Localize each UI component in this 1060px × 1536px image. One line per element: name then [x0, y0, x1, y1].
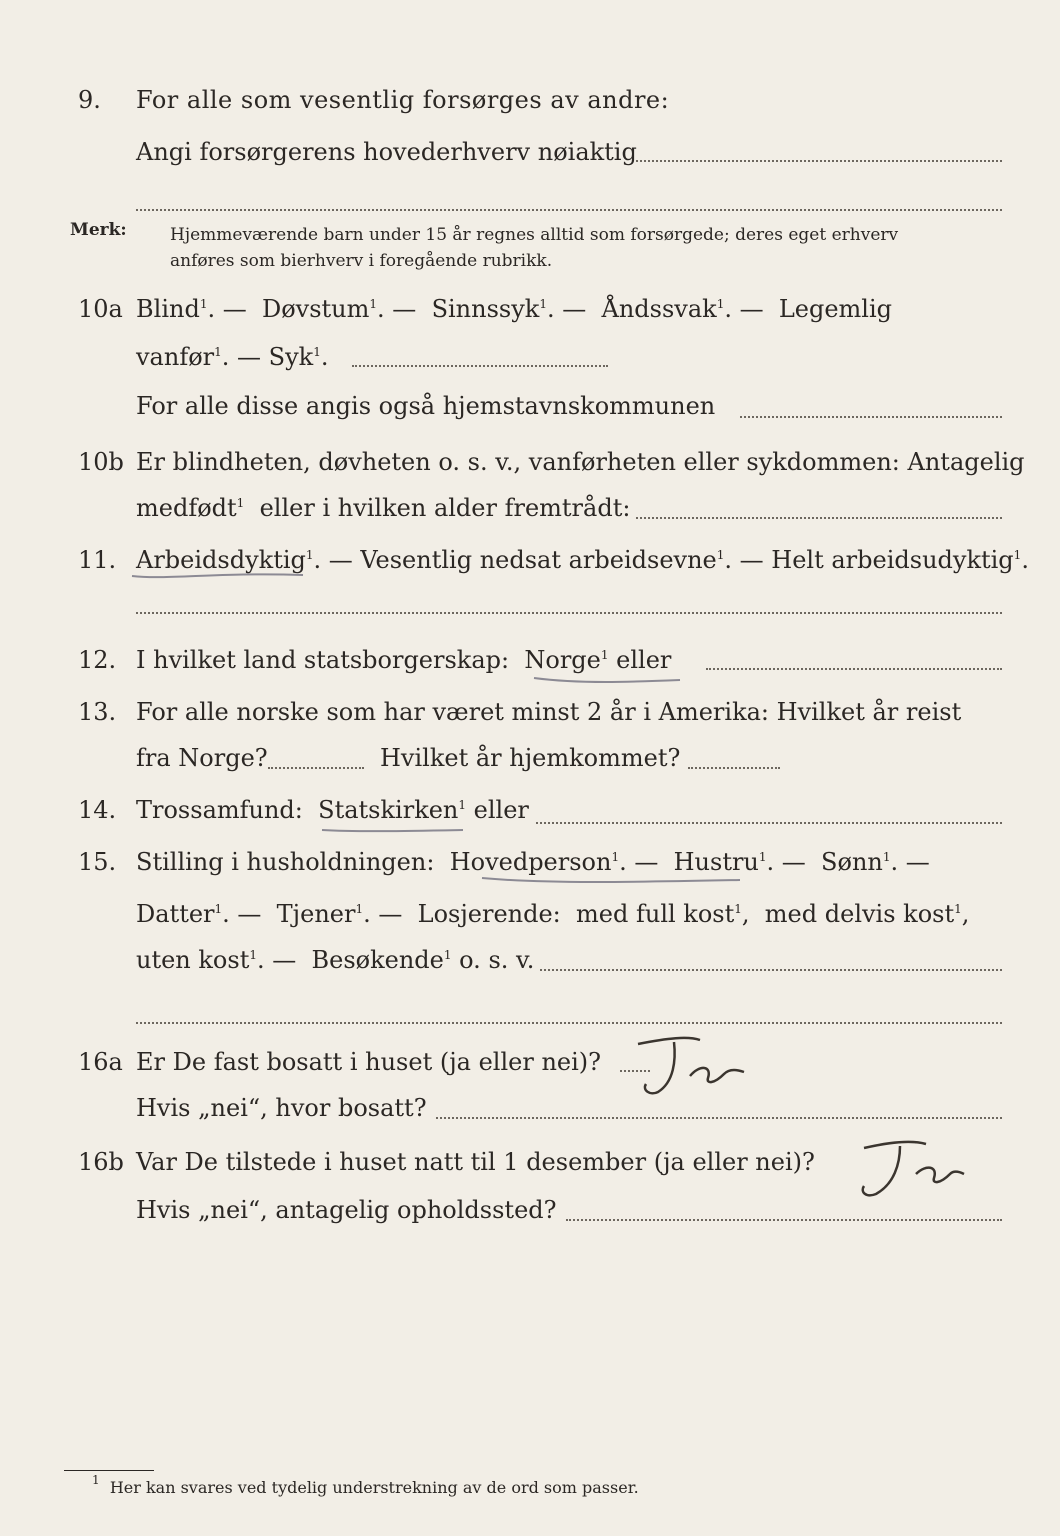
option-andssvak[interactable]: Åndssvak — [601, 295, 717, 323]
option-udyktig[interactable]: Helt arbeidsudyktig — [771, 546, 1014, 574]
answer-line[interactable] — [636, 517, 1002, 519]
item-12-eller: eller — [616, 646, 672, 674]
item-11-line-1: Arbeidsdyktig$^1$. — Vesentlig nedsat arbeidsevne$^1$. — Helt arbeidsudyktig$^1$. — [136, 546, 1029, 574]
item-10a-line-3: For alle disse angis også hjemstavnskommunen — [136, 392, 716, 420]
merk-label: Merk: — [70, 220, 127, 240]
item-10b-line-2: medfødt$^1$ eller i hvilken alder fremtrådt: — [136, 494, 631, 522]
merk-line-1: Hjemmeværende barn under 15 år regnes alltid som forsørgede; deres eget erhverv — [170, 225, 899, 245]
item-16b-line-1: Var De tilstede i huset natt til 1 desember (ja eller nei)? — [136, 1148, 815, 1176]
option-blind[interactable]: Blind — [136, 295, 200, 323]
option-besokende[interactable]: Besøkende — [311, 946, 444, 974]
option-hovedperson[interactable]: Hovedperson — [449, 848, 612, 876]
option-sinnssyk[interactable]: Sinnssyk — [431, 295, 540, 323]
footnote-mark: 1 — [92, 1473, 100, 1487]
footnote — [92, 1473, 639, 1497]
option-hustru[interactable]: Hustru — [673, 848, 759, 876]
answer-text: Ja — [840, 1132, 841, 1133]
item-number: 16a — [78, 1048, 123, 1076]
option-tjener[interactable]: Tjener — [276, 900, 356, 928]
option-uten-kost[interactable]: uten kost — [136, 946, 250, 974]
option-delvis-kost[interactable]: med delvis kost — [764, 900, 955, 928]
option-nedsat[interactable]: Vesentlig nedsat arbeidsevne — [360, 546, 717, 574]
item-9-line-1: For alle som vesentlig forsørges av andre: — [136, 86, 670, 114]
item-13-line-1: For alle norske som har været minst 2 år i Amerika: Hvilket år reist — [136, 698, 962, 726]
answer-line[interactable] — [566, 1219, 1002, 1221]
item-15-line-1: Stilling i husholdningen: Hovedperson$^1$. — Hustru$^1$. — Sønn$^1$. — — [136, 848, 930, 876]
item-10a-line-1: Blind$^1$. — Døvstum$^1$. — Sinnssyk$^1$. — Åndssvak$^1$. — Legemlig — [136, 295, 893, 323]
item-13-line-2a: fra Norge? — [136, 744, 268, 772]
underline-norge — [530, 672, 690, 688]
answer-line[interactable] — [740, 416, 1002, 418]
item-16b-line-2: Hvis „nei“, antagelig opholdssted? — [136, 1196, 557, 1224]
item-14-eller: eller — [473, 796, 529, 824]
option-syk[interactable]: Syk — [268, 343, 314, 371]
option-vanfor[interactable]: vanfør — [136, 343, 215, 371]
item-15-text: Stilling i husholdningen: — [136, 848, 435, 876]
item-9-line-2: Angi forsørgerens hovederhverv nøiaktig — [136, 138, 637, 166]
item-number: 12. — [78, 646, 117, 674]
handwritten-answer-16b — [840, 1132, 970, 1212]
answer-line[interactable] — [536, 822, 1002, 824]
item-12-text: I hvilket land statsborgerskap: — [136, 646, 510, 674]
answer-line[interactable] — [352, 365, 608, 367]
answer-line[interactable] — [136, 209, 1002, 211]
answer-line[interactable] — [688, 767, 780, 769]
option-statskirken[interactable]: Statskirken — [318, 796, 459, 824]
underline-statskirken — [318, 822, 468, 838]
item-number: 11. — [78, 546, 117, 574]
item-15-line-3: uten kost$^1$. — Besøkende$^1$ o. s. v. — [136, 946, 535, 974]
item-15-losjerende: Losjerende: — [417, 900, 561, 928]
item-10b-text: eller i hvilken alder fremtrådt: — [259, 494, 631, 522]
item-number: 13. — [78, 698, 117, 726]
answer-line[interactable] — [268, 767, 364, 769]
merk-line-2: anføres som bierhverv i foregående rubrikk. — [170, 251, 553, 271]
item-number: 15. — [78, 848, 117, 876]
option-legemlig[interactable]: Legemlig — [778, 295, 893, 323]
answer-line[interactable] — [540, 969, 1002, 971]
item-number: 14. — [78, 796, 117, 824]
option-medfodt[interactable]: medfødt — [136, 494, 237, 522]
item-10b-line-1: Er blindheten, døvheten o. s. v., vanførheten eller sykdommen: Antagelig — [136, 448, 1025, 476]
option-dovstum[interactable]: Døvstum — [261, 295, 370, 323]
item-15-osv: o. s. v. — [459, 946, 535, 974]
item-16a-line-2: Hvis „nei“, hvor bosatt? — [136, 1094, 427, 1122]
handwritten-answer-16a — [628, 1030, 758, 1110]
answer-line[interactable] — [136, 612, 1002, 614]
option-full-kost[interactable]: med full kost — [576, 900, 735, 928]
item-14-text: Trossamfund: — [136, 796, 303, 824]
underline-arbeidsdyktig — [128, 566, 308, 584]
item-14-line-1: Trossamfund: Statskirken$^1$ eller — [136, 796, 529, 824]
item-number: 9. — [78, 86, 101, 114]
answer-line[interactable] — [136, 1022, 1002, 1024]
footnote-text: Her kan svares ved tydelig understrekning av de ord som passer. — [109, 1478, 639, 1497]
answer-line[interactable] — [706, 668, 1002, 670]
item-16a-line-1: Er De fast bosatt i huset (ja eller nei)? — [136, 1048, 602, 1076]
answer-line[interactable] — [636, 160, 1002, 162]
option-arbeidsdyktig[interactable]: Arbeidsdyktig — [136, 546, 306, 574]
footnote-rule — [64, 1470, 154, 1471]
item-number: 10b — [78, 448, 124, 476]
item-15-line-2: Datter$^1$. — Tjener$^1$. — Losjerende: med full kost$^1$, med delvis kost$^1$, — [136, 900, 970, 928]
item-13-line-2b: Hvilket år hjemkommet? — [380, 744, 681, 772]
answer-text: Ja — [628, 1030, 629, 1031]
underline-hovedperson — [478, 872, 748, 888]
item-number: 10a — [78, 295, 123, 323]
option-sonn[interactable]: Sønn — [821, 848, 883, 876]
item-12-line-1: I hvilket land statsborgerskap: Norge$^1$ eller — [136, 646, 672, 674]
item-10a-line-2: vanfør$^1$. — Syk$^1$. — [136, 343, 329, 371]
option-norge[interactable]: Norge — [524, 646, 601, 674]
option-datter[interactable]: Datter — [136, 900, 215, 928]
answer-line[interactable] — [436, 1117, 1002, 1119]
item-number: 16b — [78, 1148, 124, 1176]
